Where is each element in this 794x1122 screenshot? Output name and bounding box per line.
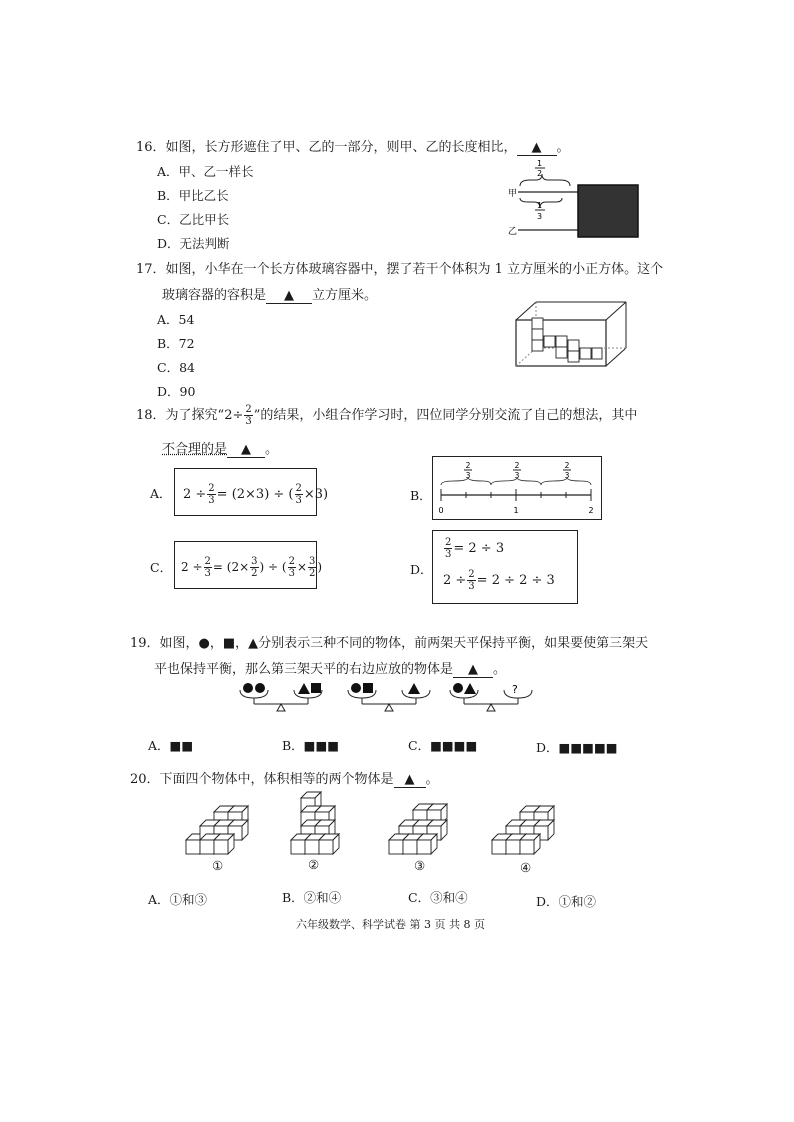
q19-option-c[interactable]: C．■■■■	[408, 738, 478, 753]
q17-option-d[interactable]: D．90	[157, 384, 196, 399]
q16-stem: 16．如图，长方形遮住了甲、乙的一部分，则甲、乙的长度相比， ▲ 。	[136, 140, 570, 155]
q17-option-b[interactable]: B．72	[157, 336, 195, 351]
q18-option-b-label[interactable]: B．	[410, 488, 432, 503]
q16-blank: ▲	[517, 140, 557, 156]
q16-option-b[interactable]: B．甲比乙长	[157, 188, 229, 203]
q17-option-a[interactable]: A．54	[157, 312, 195, 327]
q18-option-d-label[interactable]: D．	[410, 562, 433, 577]
q20-option-b[interactable]: B．②和④	[282, 890, 342, 905]
q20-blank: ▲	[394, 772, 426, 788]
q18-option-a-box[interactable]	[174, 468, 329, 516]
cube-figure-1	[186, 806, 248, 854]
page-footer: 六年级数学、科学试卷 第 3 页 共 8 页	[296, 918, 485, 931]
q16-figure	[500, 156, 650, 240]
q19-option-b[interactable]: B．■■■	[282, 738, 340, 753]
q19-blank: ▲	[453, 662, 493, 678]
q18-number-line	[433, 457, 601, 519]
svg-text:3: 3	[514, 471, 520, 480]
q16-cover-rectangle	[578, 185, 638, 237]
q20-option-c[interactable]: C．③和④	[408, 890, 468, 905]
cube-figure-4	[492, 806, 554, 854]
q20-figure-label-2: ②	[308, 857, 320, 872]
svg-text:2: 2	[465, 461, 471, 470]
q18-option-d-line2: 2 ÷ $\frac{2}{3}$ = 2 ÷ 2 ÷ 3	[443, 569, 555, 592]
svg-text:2: 2	[564, 461, 570, 470]
q18-option-d-line1: $\frac{2}{3}$ = 2 ÷ 3	[445, 537, 505, 560]
q18-option-c-equation: 2 ÷ $\frac{2}{3}$ = (2× $\frac{3}{2}$ ) ÷ ( $\frac{2}{3}$ × $\frac{3}{2}$ )	[181, 556, 323, 579]
q19-option-d[interactable]: D．■■■■■	[536, 740, 618, 755]
svg-text:3: 3	[465, 471, 471, 480]
q18-option-d-box[interactable]	[432, 530, 578, 604]
q18-option-a-equation: 2 ÷ $\frac{2}{3}$ = (2×3) ÷ ( $\frac{2}{3}$ ×3)	[183, 483, 329, 506]
q16-option-a[interactable]: A．甲、乙一样长	[157, 164, 254, 179]
svg-text:2: 2	[514, 461, 520, 470]
svg-text:3: 3	[564, 471, 570, 480]
q20-option-d[interactable]: D．①和②	[536, 894, 597, 909]
balance-1	[240, 683, 322, 711]
q18-stem-fraction: $\frac{2}{3}$	[245, 404, 252, 427]
q20-figure-label-4: ④	[520, 860, 532, 875]
q17-container-figure	[510, 298, 630, 370]
q19-stem-line2: 平也保持平衡，那么第三架天平的右边应放的物体是 ▲ 。	[154, 662, 507, 677]
cube-figure-2	[291, 792, 339, 854]
q16-bot-num: 1	[537, 201, 543, 210]
q18-option-c-box[interactable]	[174, 541, 323, 589]
q16-yi-label: 乙	[508, 227, 518, 237]
q16-jia-label: 甲	[508, 189, 518, 199]
cube-figure-3	[389, 804, 447, 854]
q16-top-num: 1	[537, 159, 543, 168]
q18-option-c-label[interactable]: C．	[150, 560, 173, 575]
q18-option-b-box[interactable]	[432, 456, 602, 520]
q17-stem-line2: 玻璃容器的容积是 ▲ 立方厘米。	[162, 288, 378, 303]
q19-stem-line1: 19．如图，●，■，▲分别表示三种不同的物体，前两架天平保持平衡，如果要使第三架天	[130, 636, 649, 651]
q19-question-mark: ?	[512, 683, 518, 696]
q20-option-a[interactable]: A．①和③	[148, 892, 208, 907]
q17-blank: ▲	[266, 288, 312, 304]
q18-stem-line2: 不合理的是 ▲ 。	[162, 442, 279, 457]
q18-option-a-label[interactable]: A．	[150, 486, 172, 501]
balance-3	[450, 683, 532, 711]
q16-top-den: 2	[537, 169, 543, 178]
q19-balances	[236, 678, 546, 718]
q20-cube-figures	[180, 790, 560, 880]
q17-option-c[interactable]: C．84	[157, 360, 195, 375]
q17-stem-line1: 17．如图，小华在一个长方体玻璃容器中，摆了若干个体积为 1 立方厘米的小正方体。这个	[136, 262, 664, 277]
q16-option-d[interactable]: D．无法判断	[157, 236, 230, 251]
q20-figure-label-1: ①	[212, 858, 224, 873]
svg-text:1: 1	[513, 506, 519, 515]
q16-option-c[interactable]: C．乙比甲长	[157, 212, 230, 227]
q20-figure-label-3: ③	[414, 858, 426, 873]
q16-bot-den: 3	[537, 212, 543, 221]
q20-stem: 20．下面四个物体中，体积相等的两个物体是 ▲ 。	[130, 772, 439, 787]
q18-blank: ▲	[227, 442, 265, 458]
balance-2	[348, 683, 430, 711]
svg-text:2: 2	[588, 506, 594, 515]
q19-option-a[interactable]: A．■■	[148, 738, 194, 753]
q18-stem-line1: 18．为了探究“2÷ $\frac{2}{3}$ ”的结果，小组合作学习时，四位同学分别交流了自己的想法，其中	[136, 404, 638, 427]
svg-text:0: 0	[438, 506, 444, 515]
